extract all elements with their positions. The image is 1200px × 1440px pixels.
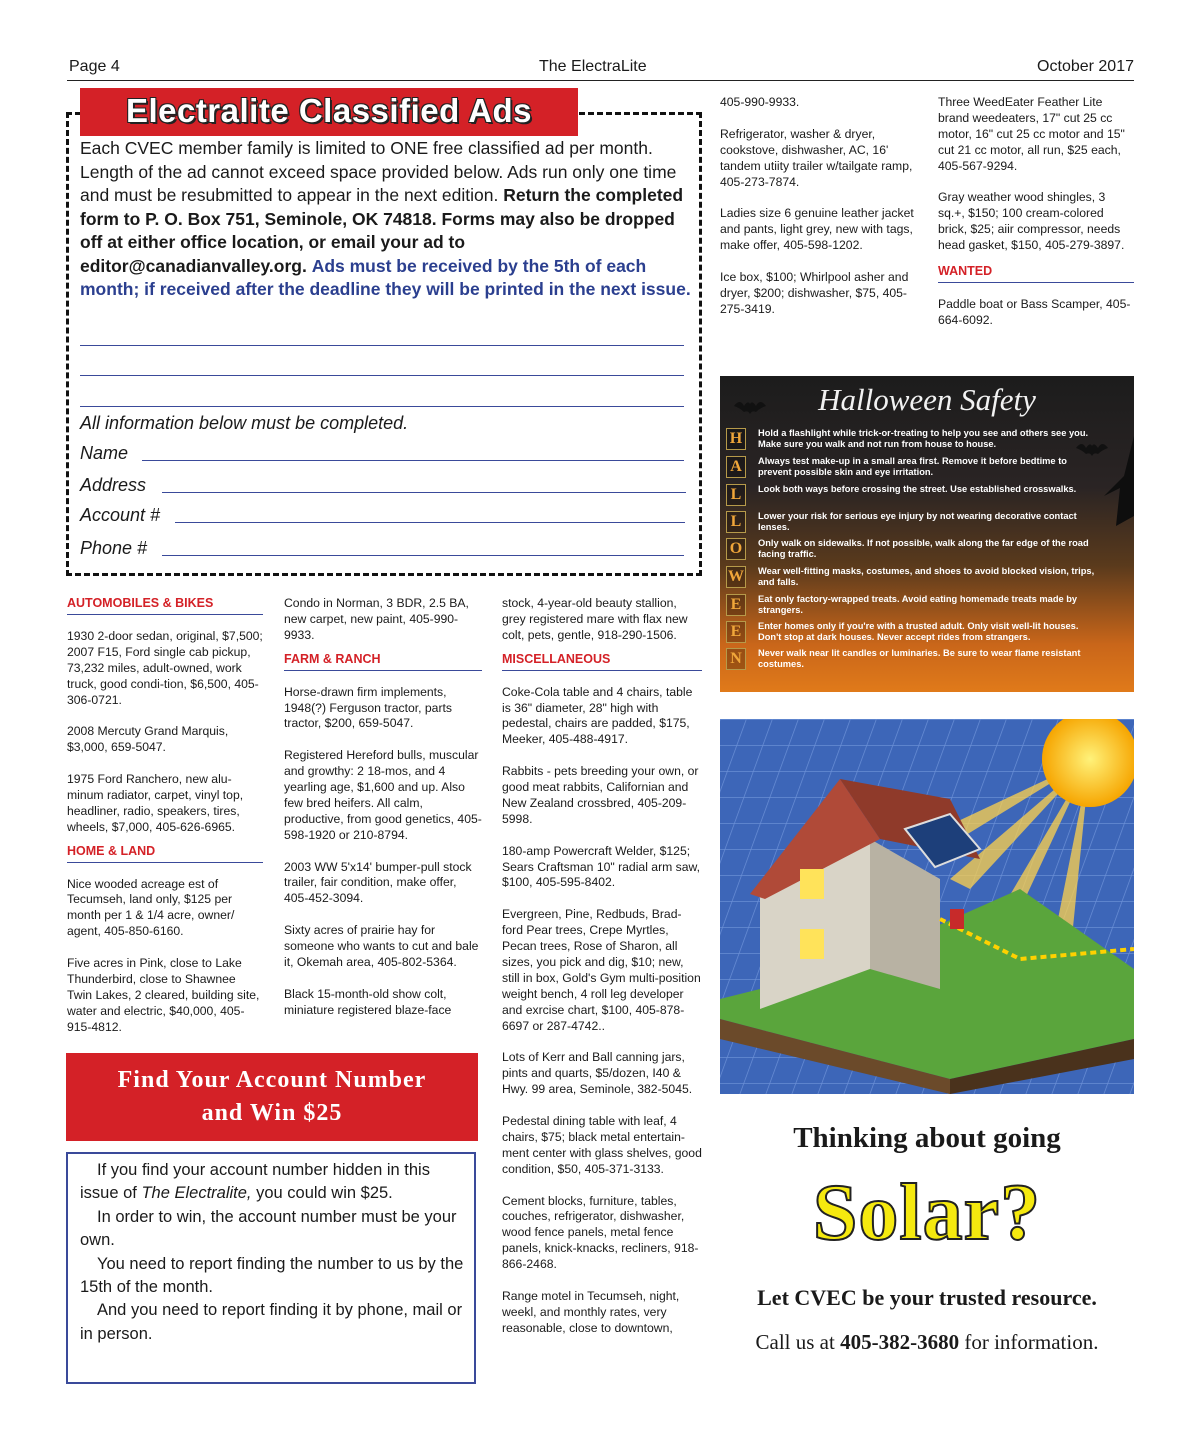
halloween-letter: A [726, 456, 746, 478]
ad-item: Range motel in Tecumseh, night, weekl, and monthly rates, very reasonable, close to downtown, [502, 1288, 680, 1335]
light-window [800, 869, 824, 899]
publication-name: The ElectraLite [539, 58, 647, 75]
ad-text-line[interactable] [80, 375, 684, 376]
ad-item: Rabbits - pets breeding your own, or good meat rabbits, Californian and New Zealand crossbred, 405-209-5998. [502, 764, 699, 826]
halloween-tip-text: Enter homes only if you're with a trusted adult. Only visit well-lit houses. Don't stop at dark houses. Never accept rides from strangers. [758, 621, 1079, 642]
ad-item: Five acres in Pink, close to Lake Thunderbird, close to Shawnee Twin Lakes, 2 cleared, building site, water and electric, $40,000, 405-915-4812. [67, 956, 260, 1034]
classified-title: Electralite Classified Ads [80, 88, 578, 136]
ad-item: Evergreen, Pine, Redbuds, Brad-ford Pear trees, Crepe Myrtles, Pecan trees, Rose of Sharon, all sizes, you pick and dig, $10; new, still in box, Gold's Gym multi-position weight bench, 4 roll leg developer and exrcise chart, $100, 405-878-6697 or 287-4742.. [502, 907, 701, 1033]
halloween-tip [720, 566, 1134, 593]
halloween-tip-text: Wear well-fitting masks, costumes, and shoes to avoid blocked vision, trips, and falls. [758, 566, 1095, 587]
ad-item: 180-amp Powercraft Welder, $125; Sears Craftsman 10" radial arm saw, $100, 405-595-8402. [502, 843, 701, 890]
meter-icon [950, 909, 964, 929]
halloween-title: Halloween Safety [818, 382, 1036, 417]
column-5 [938, 95, 1134, 345]
contest-banner-line1: Find Your Account Number [117, 1067, 427, 1093]
halloween-letter: W [726, 566, 746, 588]
halloween-tip [720, 538, 1134, 565]
ad-item: Ice box, $100; Whirlpool asher and dryer, $200; dishwasher, $75, 405-275-3419. [720, 269, 909, 316]
ad-item: stock, 4-year-old beauty stallion, grey registered mare with flax new colt, pets, gentle, 918-290-1506. [502, 596, 688, 642]
phone-label: Phone # [80, 538, 148, 558]
contest-banner [66, 1053, 478, 1141]
column-2 [284, 596, 482, 1034]
name-label: Name [80, 443, 129, 463]
publication-title-italic: The Electralite, [141, 1184, 252, 1203]
halloween-letter: H [726, 428, 746, 450]
ad-item: Pedestal dining table with leaf, 4 chairs, $75; black metal entertain-ment center with glass shelves, good condition, $50, 405-371-3133. [502, 1114, 702, 1176]
ad-item: 2003 WW 5'x14' bumper-pull stock trailer, fair condition, make offer, 405-452-3094. [284, 859, 472, 906]
halloween-safety-graphic [720, 376, 1134, 692]
solar-big-text: Solar? [812, 1169, 1042, 1257]
contest-paragraph: You need to report finding the number to us by the 15th of the month. [80, 1254, 464, 1297]
ad-item: 1930 2-door sedan, original, $7,500; 2007 F15, Ford single cab pickup, 73,232 miles, adult-owned, work truck, good condi-tion, $6,500, 405-306-0721. [67, 628, 263, 707]
section-miscellaneous: MISCELLANEOUS [502, 652, 702, 671]
solar-headline: Thinking about going [793, 1122, 1061, 1154]
halloween-tip-text: Look both ways before crossing the street. Use established crosswalks. [758, 484, 1077, 494]
ad-item: Gray weather wood shingles, 3 sq.+, $150; 100 cream-colored brick, $25; aiir compressor, needs head gasket, $150, 405-279-3897. [938, 190, 1125, 253]
halloween-tip [720, 621, 1134, 648]
ad-item: Coke-Cola table and 4 chairs, table is 36" diameter, 28" high with pedestal, chairs are padded, $175, Meeker, 405-488-4917. [502, 684, 693, 747]
ad-item: Black 15-month-old show colt, miniature registered blaze-face [284, 986, 452, 1017]
ad-item: Refrigerator, washer & dryer, cookstove, dishwasher, AC, 16' tandem utiity trailer w/tailgate ramp, 405-273-7874. [720, 126, 913, 189]
ad-item: Condo in Norman, 3 BDR, 2.5 BA, new carpet, new paint, 405-990-9933. [284, 596, 469, 642]
call-text: for information. [959, 1330, 1099, 1354]
solar-trust-line: Let CVEC be your trusted resource. [757, 1285, 1097, 1310]
ad-item: Sixty acres of prairie hay for someone who wants to cut and bale it, Okemah area, 405-802-5364. [284, 923, 479, 969]
instructions-plain: Each CVEC member family is limited to ONE free classified ad per month. Length of the ad cannot exceed space provided below. Ads run only one time and must be resubmitted to appear in the next edition. [80, 138, 677, 205]
ad-item: Three WeedEater Feather Lite brand weedeaters, 17" cut 25 cc motor, 16" cut 25 cc motor and 15" cut 21 cc motor, all run, $25 each, 405-567-9294. [938, 95, 1125, 173]
halloween-tip-text: Lower your risk for serious eye injury by not wearing decorative contact lenses. [758, 511, 1077, 532]
halloween-tip [720, 484, 1134, 511]
instructions-bold: Return the completed form to P. O. Box 751, Seminole, OK 74818. Forms may also be dropped off at either office location, or email your ad to editor@canadianvalley.org. [80, 185, 684, 276]
instructions-deadline: Ads must be received by the 5th of each month; if received after the deadline they will be printed in the next issue. [80, 255, 691, 299]
halloween-tip-text: Never walk near lit candles or luminaries. Be sure to wear flame resistant costumes. [758, 648, 1081, 669]
ad-item: Lots of Kerr and Ball canning jars, pints and quarts, $5/dozen, I40 & Hwy. 99 area, Seminole, 382-5045. [502, 1050, 693, 1097]
page-number: Page 4 [69, 58, 120, 75]
halloween-letter: E [726, 594, 746, 616]
section-automobiles: AUTOMOBILES & BIKES [67, 596, 263, 615]
halloween-letter: O [726, 538, 746, 560]
section-farm-ranch: FARM & RANCH [284, 652, 482, 671]
account-label: Account # [80, 505, 161, 525]
ad-item: Cement blocks, furniture, tables, couches, refrigerator, dishwasher, wood fence panels, metal fence panels, knick-knacks, recliners, 918-866-2468. [502, 1193, 699, 1272]
ad-text-line[interactable] [80, 406, 684, 407]
halloween-letter: L [726, 484, 746, 506]
ad-text-line[interactable] [80, 345, 684, 346]
solar-call-line [720, 1330, 1134, 1355]
address-label: Address [80, 475, 147, 495]
contest-paragraph [80, 1159, 470, 1206]
page-header [67, 58, 1134, 81]
halloween-tip-text: Hold a flashlight while trick-or-treating to help you see and others see you. Make sure you walk and not run from house to house. [758, 428, 1089, 449]
form-instructions [80, 137, 692, 302]
halloween-tip-text: Eat only factory-wrapped treats. Avoid eating homemade treats made by strangers. [758, 594, 1078, 615]
ad-item: Registered Hereford bulls, muscular and growthy: 2 18-mos, and 4 yearling age, $1,600 and up. Also few bred heifers. All calm, productive, from good genetics, 405-598-1920 or 210-8794. [284, 748, 482, 842]
halloween-tip [720, 428, 1134, 455]
ad-item: Nice wooded acreage est of Tecumseh, land only, $125 per month per 1 & 1/4 acre, owner/ agent, 405-850-6160. [67, 876, 235, 939]
contest-banner-line2: and Win $25 [201, 1100, 343, 1126]
required-note: All information below must be completed. [80, 413, 409, 433]
solar-house-illustration [720, 719, 1134, 1094]
address-field[interactable] [162, 492, 686, 493]
ad-item: 1975 Ford Ranchero, new alu-minum radiator, carpet, vinyl top, headliner, radio, speakers, tires, wheels, $7,000, 405-626-6965. [67, 772, 244, 834]
ad-item: Paddle boat or Bass Scamper, 405-664-6092. [938, 296, 1131, 327]
column-4 [720, 95, 918, 334]
halloween-tip [720, 511, 1134, 538]
halloween-tip [720, 594, 1134, 621]
column-1 [67, 596, 263, 1052]
phone-number[interactable]: 405-382-3680 [840, 1330, 960, 1354]
solar-house-svg [720, 719, 1134, 1094]
ad-item: 405-990-9933. [720, 95, 800, 109]
section-wanted: WANTED [938, 264, 1134, 283]
ad-item: Ladies size 6 genuine leather jacket and pants, light grey, new with tags, make offer, 405-598-1202. [720, 206, 914, 253]
ad-item: 2008 Mercuty Grand Marquis, $3,000, 659-5047. [67, 724, 229, 755]
halloween-tip-text: Always test make-up in a small area first. Remove it before bedtime to prevent possible skin and eye irritation. [758, 456, 1067, 477]
contest-paragraph: And you need to report finding it by phone, mail or in person. [80, 1301, 463, 1343]
issue-date: October 2017 [1037, 58, 1134, 75]
halloween-tip [720, 648, 1134, 675]
phone-field[interactable] [162, 555, 684, 556]
section-home-land: HOME & LAND [67, 844, 263, 863]
halloween-tip [720, 456, 1134, 483]
halloween-letter: L [726, 511, 746, 533]
name-field[interactable] [142, 460, 684, 461]
contest-text-part: you could win $25. [251, 1184, 393, 1203]
halloween-letter: N [726, 648, 746, 670]
halloween-letter: E [726, 621, 746, 643]
column-3 [502, 596, 702, 1353]
contest-text [80, 1159, 470, 1346]
contest-text-part: If you find your account number hidden in this issue of [80, 1161, 430, 1203]
ad-item: Horse-drawn firm implements, 1948(?) Ferguson tractor, parts tractor, $200, 659-5047. [284, 684, 452, 731]
contest-paragraph: In order to win, the account number must be your own. [80, 1207, 457, 1250]
call-text: Call us at [755, 1330, 841, 1354]
halloween-tip-text: Only walk on sidewalks. If not possible, walk along the far edge of the road facing traffic. [758, 538, 1089, 559]
account-field[interactable] [175, 522, 685, 523]
